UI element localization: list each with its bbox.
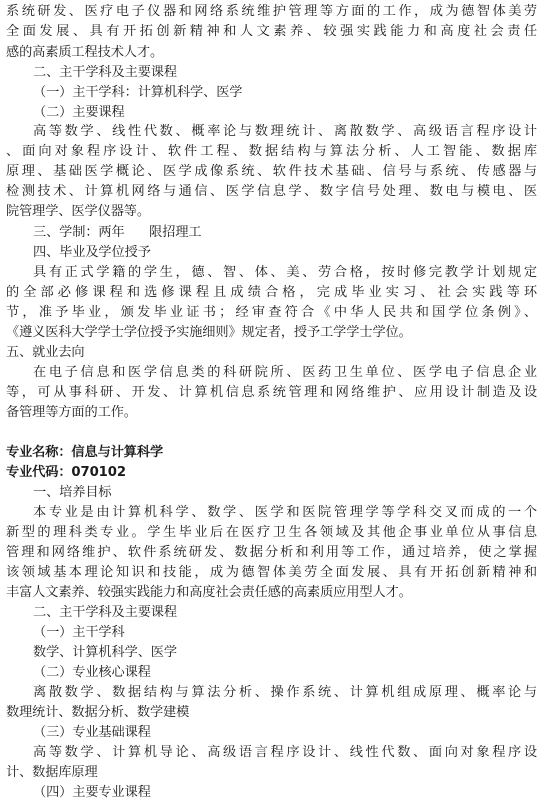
basic-courses-text-line: 高等数学、计算机导论、高级语言程序设计、线性代数、面向对象程序设 xyxy=(33,745,537,760)
jobs-text-line: 等，可从事科研、开发、计算机信息系统管理和网络维护、应用设计制造及设 xyxy=(6,385,537,400)
goal-text-line: 新型的理科类专业。学生毕业后在医疗卫生各领域及其他企事业单位从事信息 xyxy=(6,525,537,540)
jobs-text-line: 在电子信息和医学信息类的科研院所、医药卫生单位、医学电子信息企业 xyxy=(33,365,537,380)
subheading-main-subjects: （一）主干学科：计算机科学、医学 xyxy=(33,85,243,100)
main-subjects-text: 数学、计算机科学、医学 xyxy=(33,645,177,660)
subheading-major-courses: （四）主要专业课程 xyxy=(33,785,151,800)
degree-text-line: 的全部必修课程和选修课程且成绩合格，完成毕业实习、社会实践等环 xyxy=(6,285,537,300)
courses-text-line: 院管理学、医学仪器等。 xyxy=(6,204,150,219)
subheading-main-courses: （二）主要课程 xyxy=(33,105,125,120)
major-code: 专业代码：070102 xyxy=(6,465,126,480)
goal-text-line: 管理和网络维护、软件系统研发、数据分析和利用等工作，通过培养，使之掌握 xyxy=(6,545,537,560)
courses-text-line: 原理、基础医学概论、医学成像系统、软件技术基础、信号与系统、传感器与 xyxy=(6,164,537,179)
goal-text-line: 感的高素质工程技术人才。 xyxy=(6,45,164,60)
heading-degree: 四、毕业及学位授予 xyxy=(33,245,151,260)
subheading-core-courses: （二）专业核心课程 xyxy=(33,665,151,680)
degree-text-line: 节，准予毕业，颁发毕业证书；经审查符合《中华人民共和国学位条例》、 xyxy=(6,305,537,320)
basic-courses-text-line: 计、数据库原理 xyxy=(6,765,98,780)
goal-text-line: 该领域基本理论知识和技能，成为德智体美劳全面发展、具有开拓创新精神和 xyxy=(6,565,537,580)
subheading-main-subjects: （一）主干学科 xyxy=(33,625,125,640)
goal-text-line: 全面发展、具有开拓创新精神和人文素养、较强实践能力和高度社会责任 xyxy=(6,24,537,39)
heading-goal: 一、培养目标 xyxy=(33,485,112,500)
courses-text-line: 高等数学、线性代数、概率论与数理统计、离散数学、高级语言程序设计 xyxy=(33,124,537,139)
heading-subjects: 二、主干学科及主要课程 xyxy=(33,605,177,620)
degree-text-line: 《遵义医科大学学士学位授予实施细则》规定者，授予工学学士学位。 xyxy=(6,325,412,340)
degree-text-line: 具有正式学籍的学生，德、智、体、美、劳合格，按时修完教学计划规定 xyxy=(33,265,537,280)
jobs-text-line: 备管理等方面的工作。 xyxy=(6,405,137,420)
core-courses-text-line: 数理统计、数据分析、数学建模 xyxy=(6,705,190,720)
courses-text-line: 检测技术、计算机网络与通信、医学信息学、数字信号处理、数电与模电、医 xyxy=(6,184,537,199)
major-name: 专业名称：信息与计算科学 xyxy=(6,445,164,460)
heading-subjects: 二、主干学科及主要课程 xyxy=(33,65,177,80)
heading-jobs: 五、就业去向 xyxy=(6,345,85,360)
core-courses-text-line: 离散数学、数据结构与算法分析、操作系统、计算机组成原理、概率论与 xyxy=(33,685,537,700)
goal-text-line: 丰富人文素养、较强实践能力和高度社会责任感的高素质应用型人才。 xyxy=(6,585,412,600)
subheading-basic-courses: （三）专业基础课程 xyxy=(33,725,151,740)
goal-text-line: 本专业是由计算机科学、数学、医学和医院管理学等学科交叉而成的一个 xyxy=(33,505,537,520)
goal-text-line: 系统研发、医疗电子仪器和网络系统维护管理等方面的工作，成为德智体美劳 xyxy=(6,4,537,19)
heading-duration: 三、学制：两年 限招理工 xyxy=(33,225,202,240)
courses-text-line: 、面向对象程序设计、软件工程、数据结构与算法分析、人工智能、数据库 xyxy=(6,144,537,159)
